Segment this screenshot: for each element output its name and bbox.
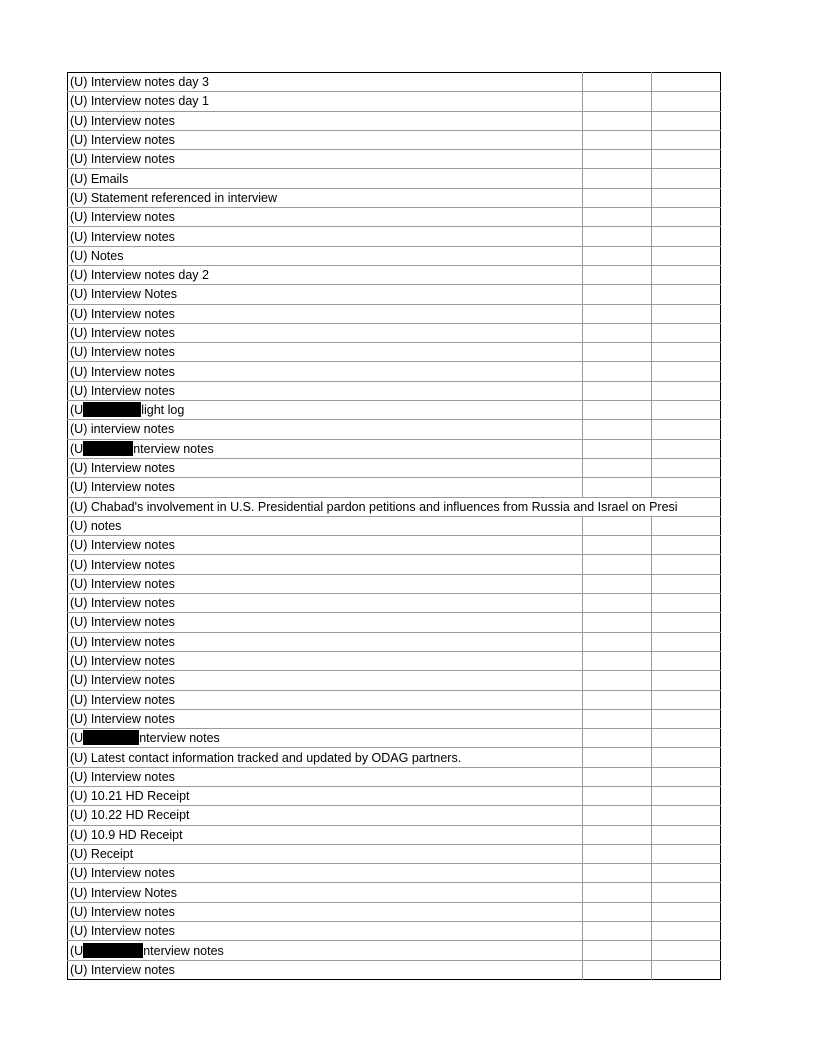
- row-text: (U) Interview notes: [70, 769, 175, 784]
- empty-cell: [652, 960, 721, 979]
- row-description-cell: [68, 594, 583, 613]
- row-description-cell: [68, 690, 583, 709]
- table-row: [68, 246, 721, 265]
- empty-cell: [583, 690, 652, 709]
- row-description-cell: [68, 304, 583, 323]
- empty-cell: [652, 381, 721, 400]
- empty-cell: [583, 285, 652, 304]
- empty-cell: [652, 439, 721, 458]
- table-row: [68, 111, 721, 130]
- table-row: [68, 536, 721, 555]
- table-row: [68, 574, 721, 593]
- table-row: [68, 439, 721, 458]
- table-row: [68, 208, 721, 227]
- row-text: (U) Interview notes: [70, 924, 175, 939]
- empty-cell: [652, 208, 721, 227]
- empty-cell: [652, 130, 721, 149]
- empty-cell: [583, 401, 652, 420]
- empty-cell: [652, 632, 721, 651]
- row-text: (U) Latest contact information tracked and updated by ODAG partners.: [70, 750, 462, 765]
- row-text: (U) Interview notes: [70, 461, 175, 476]
- table-row: [68, 497, 721, 516]
- row-text: (U) Interview notes: [70, 904, 175, 919]
- row-description-cell: [68, 111, 583, 130]
- empty-cell: [652, 73, 721, 92]
- empty-cell: [652, 786, 721, 805]
- empty-cell: [652, 806, 721, 825]
- empty-cell: [583, 227, 652, 246]
- row-description-cell: [68, 922, 583, 941]
- empty-cell: [652, 844, 721, 863]
- empty-cell: [583, 439, 652, 458]
- table-row: [68, 632, 721, 651]
- empty-cell: [583, 555, 652, 574]
- table-row: [68, 188, 721, 207]
- empty-cell: [583, 478, 652, 497]
- row-text: (U) Interview notes: [70, 711, 175, 726]
- row-text: (U) Interview notes: [70, 326, 175, 340]
- empty-cell: [583, 169, 652, 188]
- table-row: [68, 362, 721, 381]
- row-description-cell: [68, 806, 583, 825]
- empty-cell: [583, 208, 652, 227]
- empty-cell: [583, 323, 652, 342]
- row-description-cell: [68, 729, 583, 748]
- empty-cell: [583, 150, 652, 169]
- row-description-cell: [68, 130, 583, 149]
- empty-cell: [583, 883, 652, 902]
- row-text: (U) Emails: [70, 171, 129, 186]
- row-text: (U) notes: [70, 518, 122, 533]
- row-text: (U) Interview notes: [70, 210, 175, 225]
- empty-cell: [583, 825, 652, 844]
- empty-cell: [583, 130, 652, 149]
- row-text: (U) Interview Notes: [70, 885, 177, 900]
- empty-cell: [652, 343, 721, 362]
- row-description-cell: [68, 574, 583, 593]
- row-text: (U) Interview notes: [70, 615, 175, 630]
- empty-cell: [652, 285, 721, 304]
- empty-cell: [652, 188, 721, 207]
- empty-cell: [652, 613, 721, 632]
- table-row: [68, 130, 721, 149]
- empty-cell: [652, 111, 721, 130]
- empty-cell: [583, 536, 652, 555]
- row-text: (U) Interview notes: [70, 229, 175, 244]
- row-suffix: nterview notes: [133, 441, 214, 456]
- empty-cell: [652, 690, 721, 709]
- empty-cell: [583, 458, 652, 477]
- empty-cell: [652, 574, 721, 593]
- table-row: [68, 92, 721, 111]
- row-text: (U) Interview notes: [70, 538, 175, 553]
- empty-cell: [583, 613, 652, 632]
- row-text: (U) Interview notes: [70, 383, 175, 398]
- row-description-cell: [68, 265, 583, 284]
- table-row: [68, 613, 721, 632]
- empty-cell: [583, 265, 652, 284]
- redaction-box: [83, 943, 143, 958]
- row-text: (U) Interview notes: [70, 113, 175, 128]
- empty-cell: [652, 748, 721, 767]
- table-row: [68, 941, 721, 960]
- table-row: [68, 960, 721, 979]
- row-text: (U) Chabad's involvement in U.S. Presidential pardon petitions and influences from Russia and Israel on Presi: [70, 499, 678, 514]
- row-description-cell: [68, 246, 583, 265]
- row-description-cell: [68, 516, 583, 535]
- row-description-cell: [68, 748, 583, 767]
- empty-cell: [583, 92, 652, 111]
- row-text: (U) Interview notes: [70, 345, 175, 360]
- table-row: [68, 922, 721, 941]
- row-text: (U) 10.22 HD Receipt: [70, 808, 190, 823]
- empty-cell: [583, 304, 652, 323]
- row-text: (U) Interview notes: [70, 557, 175, 572]
- table-row: [68, 401, 721, 420]
- empty-cell: [583, 632, 652, 651]
- empty-cell: [652, 825, 721, 844]
- table-row: [68, 458, 721, 477]
- row-prefix: (U: [70, 441, 84, 456]
- empty-cell: [652, 594, 721, 613]
- empty-cell: [652, 169, 721, 188]
- table-row: [68, 227, 721, 246]
- empty-cell: [652, 864, 721, 883]
- empty-cell: [583, 594, 652, 613]
- row-description-cell: [68, 439, 583, 458]
- row-text: (U) Interview notes: [70, 133, 175, 148]
- row-text: (U) Interview notes day 1: [70, 94, 209, 109]
- empty-cell: [583, 420, 652, 439]
- redaction-box: [83, 441, 133, 456]
- row-description-cell: [68, 767, 583, 786]
- table-row: [68, 825, 721, 844]
- row-text: (U) Interview notes: [70, 364, 175, 379]
- empty-cell: [652, 150, 721, 169]
- table-row: [68, 478, 721, 497]
- empty-cell: [652, 92, 721, 111]
- table-row: [68, 690, 721, 709]
- row-description-cell: [68, 208, 583, 227]
- empty-cell: [583, 111, 652, 130]
- table-row: [68, 671, 721, 690]
- empty-cell: [652, 941, 721, 960]
- row-description-cell: [68, 902, 583, 921]
- row-text: (U) Interview notes: [70, 152, 175, 167]
- empty-cell: [583, 922, 652, 941]
- empty-cell: [652, 420, 721, 439]
- row-suffix: nterview notes: [143, 943, 224, 958]
- row-description-cell: [68, 323, 583, 342]
- table-row: [68, 169, 721, 188]
- row-description-cell: [68, 188, 583, 207]
- empty-cell: [652, 883, 721, 902]
- row-text: (U) Interview notes: [70, 866, 175, 881]
- empty-cell: [652, 536, 721, 555]
- table-row: [68, 594, 721, 613]
- empty-cell: [652, 401, 721, 420]
- empty-cell: [583, 188, 652, 207]
- row-description-cell: [68, 420, 583, 439]
- row-description-cell: [68, 864, 583, 883]
- row-text: (U) Receipt: [70, 847, 134, 862]
- empty-cell: [583, 381, 652, 400]
- row-description-cell: [68, 478, 583, 497]
- empty-cell: [652, 902, 721, 921]
- row-description-cell: [68, 709, 583, 728]
- row-text: (U) Interview notes day 2: [70, 268, 209, 283]
- row-text: (U) Interview notes: [70, 692, 175, 707]
- table-row: [68, 902, 721, 921]
- row-description-cell: [68, 92, 583, 111]
- empty-cell: [583, 574, 652, 593]
- row-text: (U) Notes: [70, 248, 124, 263]
- empty-cell: [583, 786, 652, 805]
- row-text: (U) Interview notes: [70, 576, 175, 591]
- table-row: [68, 709, 721, 728]
- redaction-box: [83, 402, 141, 417]
- row-suffix: light log: [141, 403, 185, 418]
- row-text: (U) Interview notes: [70, 480, 175, 495]
- empty-cell: [583, 651, 652, 670]
- row-description-cell: [68, 671, 583, 690]
- table-row: [68, 729, 721, 748]
- empty-cell: [652, 651, 721, 670]
- row-description-cell: [68, 343, 583, 362]
- empty-cell: [652, 922, 721, 941]
- row-prefix: (U: [70, 943, 84, 958]
- table-body: [68, 73, 721, 980]
- empty-cell: [583, 864, 652, 883]
- row-description-cell: [68, 844, 583, 863]
- table-row: [68, 265, 721, 284]
- row-text: (U) Interview notes: [70, 654, 175, 669]
- table-row: [68, 651, 721, 670]
- row-text: (U) interview notes: [70, 422, 175, 437]
- row-description-cell: [68, 285, 583, 304]
- row-prefix: (U: [70, 403, 84, 418]
- row-text: (U) Interview notes: [70, 634, 175, 649]
- table-row: [68, 304, 721, 323]
- row-description-cell: [68, 786, 583, 805]
- row-description-cell: [68, 613, 583, 632]
- row-description-cell: [68, 555, 583, 574]
- table-row: [68, 516, 721, 535]
- row-text: (U) Interview Notes: [70, 287, 177, 302]
- row-suffix: nterview notes: [139, 731, 220, 746]
- table-row: [68, 844, 721, 863]
- row-description-cell: [68, 651, 583, 670]
- document-table: [67, 72, 721, 980]
- row-text: (U) Interview notes: [70, 596, 175, 611]
- row-description-cell: [68, 825, 583, 844]
- table-row: [68, 555, 721, 574]
- row-text: (U) Interview notes: [70, 673, 175, 688]
- empty-cell: [652, 555, 721, 574]
- row-description-cell: [68, 362, 583, 381]
- empty-cell: [652, 709, 721, 728]
- table-row: [68, 883, 721, 902]
- row-description-cell: [68, 536, 583, 555]
- empty-cell: [583, 844, 652, 863]
- empty-cell: [583, 767, 652, 786]
- empty-cell: [583, 362, 652, 381]
- table-row: [68, 381, 721, 400]
- row-description-cell: [68, 960, 583, 979]
- empty-cell: [652, 671, 721, 690]
- empty-cell: [583, 941, 652, 960]
- empty-cell: [583, 960, 652, 979]
- row-description-cell: [68, 497, 721, 516]
- empty-cell: [652, 516, 721, 535]
- empty-cell: [652, 227, 721, 246]
- row-prefix: (U: [70, 731, 84, 746]
- table-row: [68, 323, 721, 342]
- row-description-cell: [68, 401, 583, 420]
- empty-cell: [652, 458, 721, 477]
- redaction-box: [83, 730, 139, 745]
- row-description-cell: [68, 227, 583, 246]
- table-row: [68, 285, 721, 304]
- table-row: [68, 73, 721, 92]
- empty-cell: [583, 343, 652, 362]
- empty-cell: [583, 73, 652, 92]
- row-description-cell: [68, 150, 583, 169]
- empty-cell: [652, 265, 721, 284]
- empty-cell: [652, 304, 721, 323]
- row-text: (U) Interview notes day 3: [70, 75, 209, 90]
- row-description-cell: [68, 381, 583, 400]
- empty-cell: [583, 516, 652, 535]
- table-row: [68, 786, 721, 805]
- table-row: [68, 343, 721, 362]
- table-row: [68, 150, 721, 169]
- empty-cell: [652, 478, 721, 497]
- empty-cell: [652, 323, 721, 342]
- empty-cell: [583, 748, 652, 767]
- empty-cell: [652, 362, 721, 381]
- table-row: [68, 864, 721, 883]
- row-text: (U) Interview notes: [70, 962, 175, 977]
- row-description-cell: [68, 941, 583, 960]
- row-text: (U) 10.21 HD Receipt: [70, 789, 190, 804]
- row-description-cell: [68, 883, 583, 902]
- empty-cell: [583, 671, 652, 690]
- empty-cell: [652, 767, 721, 786]
- empty-cell: [583, 246, 652, 265]
- empty-cell: [583, 709, 652, 728]
- row-description-cell: [68, 458, 583, 477]
- empty-cell: [652, 729, 721, 748]
- row-description-cell: [68, 169, 583, 188]
- table-row: [68, 420, 721, 439]
- row-description-cell: [68, 73, 583, 92]
- table-row: [68, 767, 721, 786]
- row-text: (U) Interview notes: [70, 306, 175, 321]
- empty-cell: [583, 902, 652, 921]
- row-description-cell: [68, 632, 583, 651]
- empty-cell: [583, 729, 652, 748]
- empty-cell: [652, 246, 721, 265]
- table-row: [68, 806, 721, 825]
- row-text: (U) 10.9 HD Receipt: [70, 827, 183, 842]
- table-row: [68, 748, 721, 767]
- row-text: (U) Statement referenced in interview: [70, 190, 278, 205]
- empty-cell: [583, 806, 652, 825]
